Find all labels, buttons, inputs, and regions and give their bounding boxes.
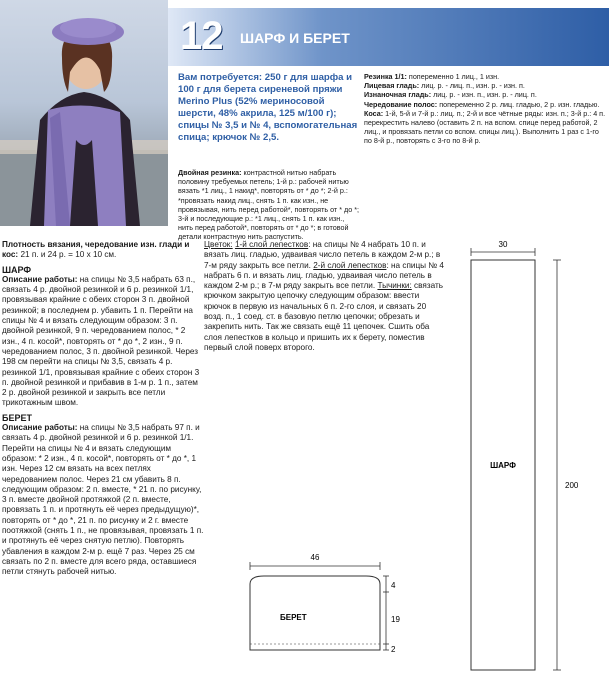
stripes-label: Чередование полос: — [364, 99, 438, 109]
stockinette-text: лиц. р. - лиц. п., изн. р. - изн. п. — [421, 81, 525, 91]
double-rib-label: Двойная резинка: — [178, 168, 242, 177]
density-label: Плотность вязания, чередование изн. глади и кос: — [2, 240, 190, 260]
beret-bottom-value: 2 — [391, 645, 396, 654]
beret-work-label: Описание работы: — [2, 423, 78, 433]
flower-label: Цветок: — [204, 240, 233, 249]
model-illustration — [0, 0, 168, 226]
scarf-width-value: 30 — [498, 240, 508, 249]
scarf-work-text: на спицы № 3,5 набрать 63 п., связать 4 р. двойной резинкой и 6 р. резинкой 1/1, провязывая крайние с обеих сторон 3 п. двойной резинкой; в последнем р. убавить 1 п. Перейти на спицы № 4 и вязать следующим образом: 3 п. двойной резинкой, 9 п. чередованием полос, * 2 изн., 4 п. косой*, повторять от * до *, 2 изн., 9 п. чередованием полос, 3 п. двойной резинкой. Через 198 см перейти на спицы № 3,5, связать 4 р. резинкой 1/1, провязывая крайние с обеих сторон 3 п. двойной резинкой и прибавив в 1-м р. 1 п., затем 2 р. двойной резинкой и закрыть все петли трикотажным швом. — [2, 274, 200, 408]
beret-top-value: 4 — [391, 581, 396, 590]
model-photo — [0, 0, 168, 226]
title-banner — [168, 8, 609, 66]
flower-layer2-text: : на спицы № 4 набрать 6 п. и вязать лиц. гладью, удваивая число петель в каждом 2-м р.; в 7-м ряду закрыть все петли. — [204, 260, 444, 291]
scarf-heading: ШАРФ — [2, 264, 32, 275]
flower-layer1: 1-й слой лепестков — [234, 240, 309, 249]
beret-heading: БЕРЕТ — [2, 412, 32, 423]
pattern-number: 12 — [180, 14, 223, 58]
density-text: 21 п. и 24 р. = 10 х 10 см. — [20, 250, 117, 260]
cable-text: 1-й, 5-й и 7-й р.: лиц. п.; 2-й и все чётные ряды: изн. п.; 3-й р.: 4 п. перекрестить налево (оставить 2 п. на вспом. спице перед работой, 2 лиц., и провязать петли со вспом. спицы лиц.). Выполнить 1 раз с 1-го по 8-й р., повторять с 3-го по 8-й р. — [364, 108, 606, 146]
middle-column — [204, 240, 444, 353]
beret-width-value: 46 — [310, 553, 320, 562]
scarf-diagram — [455, 238, 605, 678]
scarf-height-value: 200 — [565, 481, 579, 490]
rib-label: Резинка 1/1: — [364, 72, 407, 81]
stockinette-label: Лицевая гладь: — [364, 81, 420, 91]
beret-work-text: на спицы № 3,5 набрать 97 п. и связать 4 р. двойной резинкой и 6 р. резинкой 1/1. Перейти на спицы № 4 и вязать следующим образом: * 2 изн., 4 п. косой*, повторять от * до *, 1 изн. Через 12 см вязать на всех петлях чередованием полос. Через 21 см убавить 8 п. следующим образом: 2 п. вместе, * 21 п. по рисунку, 3 п. вместе двойной протяжкой (2 п. вместе, провязать 1 п. и протянуть её через предыдущую)*, повторять от * до *, 21 п. по рисунку и 2 г. вместе поотяжкой (снять 1 п., не провязывая, провязать 1 п. и протянуть её через снятую петлю). Повторять убавления в каждом 2-м р. ещё 7 раз. Через 25 см связать по 2 п. вместе для всего ряда, оставшиеся петли стянуть рабочей нитью. — [2, 423, 204, 577]
flower-layer2: 2-й слой лепестков — [313, 260, 387, 270]
beret-middle-value: 19 — [391, 615, 400, 624]
pattern-title: ШАРФ И БЕРЕТ — [240, 30, 350, 46]
stamens-label: Тычинки: — [377, 281, 412, 291]
double-rib-text: контрастной нитью набрать половину требуемых петель; 1-й р.: рабочей нитью вязать *1 лиц., 1 накид*, повторять от * до *; 2-й р.: *провязать накид лиц., снять 1 п. как изн., не провязывая, нить перед работой*, повторять от * до *; 3-й и последующие р.: *1 лиц., снять 1 п. как изн., нить перед работой*, повторять от * до *; в готовой детали контрастную нить распустить. — [178, 168, 360, 242]
stamens-text: связать крючком закрытую цепочку следующим образом: ввести крючок в первую из начальных 6 п. 2-го слоя, и связать 20 возд. п., 1 соед. ст. в базовую петлю цепочки; обрезать и закрепить нить. Так же связать ещё 11 цепочек. Сшить оба слоя лепестков в кольцо и пришить их к берету, поместив первый слой поверх второго. — [204, 281, 443, 352]
reverse-stockinette-label: Изнаночная гладь: — [364, 90, 432, 100]
left-column — [2, 240, 204, 578]
flower-layer1-text: : на спицы № 4 набрать 10 п. и вязать лиц. гладью, удваивая число петель в каждом 2-м р.; в 7-м ряду закрыть все петли. — [204, 240, 441, 270]
materials-block — [178, 72, 360, 144]
rib-text: попеременно 1 лиц., 1 изн. — [408, 72, 500, 81]
beret-diagram — [240, 548, 410, 660]
double-rib-block — [178, 168, 360, 242]
materials-text: Вам потребуется: 250 г для шарфа и 100 г для берета сиреневой пряжи Merino Plus (52% мериносовой шерсти, 48% акрила, 125 м/100 г); спицы № 3,5 и № 4, вспомогательная спица; крючок № 2,5. — [178, 72, 358, 143]
reverse-stockinette-text: лиц. р. - изн. п., изн. р. - лиц. п. — [433, 90, 537, 100]
patterns-block — [364, 72, 608, 146]
cable-label: Коса: — [364, 108, 384, 118]
beret-outline — [250, 576, 380, 650]
stripes-text: попеременно 2 р. лиц. гладью, 2 р. изн. гладью. — [439, 99, 600, 109]
scarf-diagram-label: ШАРФ — [490, 461, 516, 470]
scarf-work-label: Описание работы: — [2, 274, 78, 284]
beret-diagram-label: БЕРЕТ — [280, 613, 307, 622]
